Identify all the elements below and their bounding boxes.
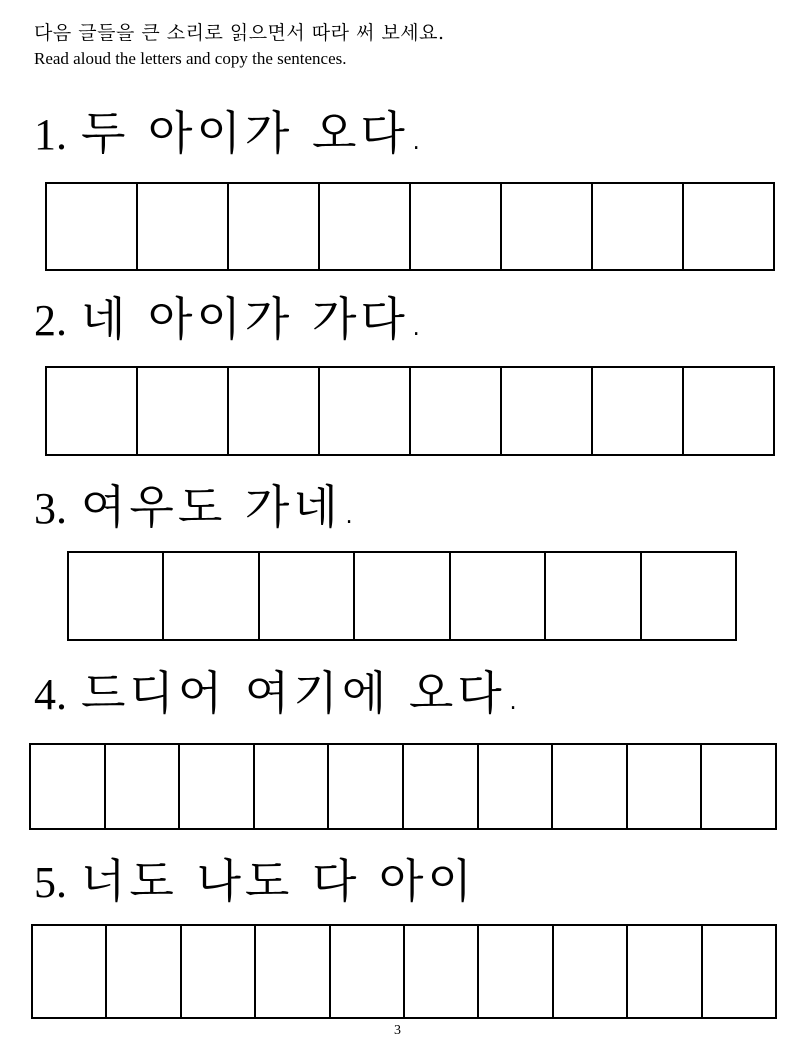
instruction-english: Read aloud the letters and copy the sentences. bbox=[34, 49, 347, 68]
writing-box bbox=[684, 368, 773, 454]
exercise-4-writing-grid bbox=[29, 743, 777, 830]
exercise-2-writing-grid bbox=[45, 366, 775, 456]
writing-box bbox=[256, 926, 330, 1017]
writing-box bbox=[628, 926, 702, 1017]
writing-box bbox=[554, 926, 628, 1017]
writing-box bbox=[31, 745, 106, 828]
writing-box bbox=[180, 745, 255, 828]
exercise-1-sentence: 두 아이가 오다. bbox=[81, 106, 428, 160]
exercise-4-title bbox=[34, 666, 525, 720]
exercise-2-sentence: 네 아이가 가다. bbox=[81, 292, 428, 346]
exercise-4-number: 4. bbox=[34, 670, 67, 719]
writing-box bbox=[255, 745, 330, 828]
exercise-3-writing-grid bbox=[67, 551, 737, 641]
writing-box bbox=[47, 368, 138, 454]
writing-box bbox=[411, 184, 502, 269]
exercise-2-number: 2. bbox=[34, 296, 67, 345]
exercise-4-sentence: 드디어 여기에 오다. bbox=[81, 666, 525, 720]
writing-box bbox=[182, 926, 256, 1017]
writing-box bbox=[593, 368, 684, 454]
writing-box bbox=[411, 368, 502, 454]
writing-box bbox=[107, 926, 181, 1017]
writing-box bbox=[260, 553, 355, 639]
writing-box bbox=[479, 926, 553, 1017]
exercise-1-writing-grid bbox=[45, 182, 775, 271]
page-number: 3 bbox=[394, 1023, 401, 1038]
writing-box bbox=[684, 184, 773, 269]
writing-box bbox=[355, 553, 450, 639]
writing-box bbox=[479, 745, 554, 828]
writing-box bbox=[502, 184, 593, 269]
writing-box bbox=[628, 745, 703, 828]
writing-box bbox=[329, 745, 404, 828]
writing-box bbox=[47, 184, 138, 269]
writing-box bbox=[320, 368, 411, 454]
exercise-1-title bbox=[34, 106, 428, 160]
writing-box bbox=[229, 368, 320, 454]
exercise-5-sentence: 너도 나도 다 아이 bbox=[81, 854, 476, 908]
exercise-1-number: 1. bbox=[34, 110, 67, 159]
writing-box bbox=[106, 745, 181, 828]
writing-box bbox=[138, 368, 229, 454]
writing-box bbox=[404, 745, 479, 828]
writing-box bbox=[69, 553, 164, 639]
writing-box bbox=[642, 553, 735, 639]
exercise-3-number: 3. bbox=[34, 484, 67, 533]
exercise-3-title bbox=[34, 480, 361, 534]
writing-box bbox=[33, 926, 107, 1017]
writing-box bbox=[703, 926, 775, 1017]
writing-box bbox=[553, 745, 628, 828]
writing-box bbox=[164, 553, 259, 639]
exercise-5-title bbox=[34, 854, 476, 908]
writing-box bbox=[702, 745, 775, 828]
exercise-5-writing-grid bbox=[31, 924, 777, 1019]
writing-box bbox=[593, 184, 684, 269]
writing-box bbox=[405, 926, 479, 1017]
exercise-2-title bbox=[34, 292, 428, 346]
exercise-5-number: 5. bbox=[34, 858, 67, 907]
exercise-3-sentence: 여우도 가네. bbox=[81, 480, 361, 534]
writing-box bbox=[502, 368, 593, 454]
writing-box bbox=[451, 553, 546, 639]
instruction-korean: 다음 글들을 큰 소리로 읽으면서 따라 써 보세요. bbox=[34, 22, 445, 44]
writing-box bbox=[320, 184, 411, 269]
writing-box bbox=[546, 553, 641, 639]
writing-box bbox=[229, 184, 320, 269]
writing-box bbox=[331, 926, 405, 1017]
writing-box bbox=[138, 184, 229, 269]
